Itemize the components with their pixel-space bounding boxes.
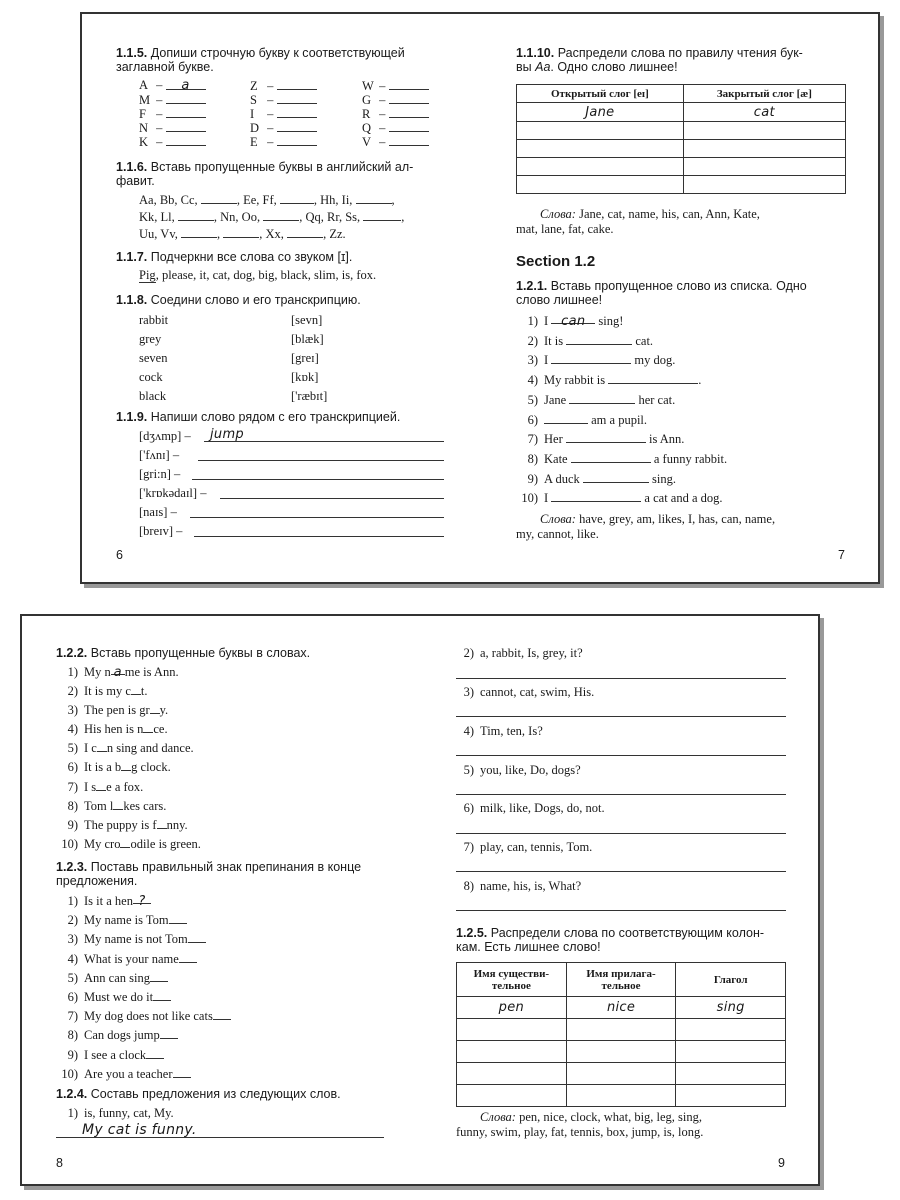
answer-blank[interactable] — [389, 106, 429, 118]
header-open-syllable: Открытый слог [eɪ] — [517, 85, 684, 103]
word-bank-1-1-10: Слова: Jane, cat, name, his, can, Ann, Kate, mat, lane, fat, cake. — [516, 207, 760, 236]
answer-blank[interactable] — [566, 333, 632, 345]
exercise-number: 1.2.1. — [516, 279, 548, 293]
sentence-item: 1) is, funny, cat, My. — [67, 1106, 174, 1120]
letter-row: D – — [250, 120, 317, 134]
letter-row: Q – — [362, 120, 429, 134]
answer-blank[interactable] — [166, 78, 206, 93]
fill-item: 4) What is your name — [58, 950, 231, 969]
alphabet-row-1: Aa, Bb, Cc, , Ee, Ff, , Hh, Ii, , — [139, 193, 395, 207]
letter-row: R – — [362, 106, 429, 120]
exercise-1-1-10-heading: 1.1.10. Распредели слова по правилу чтения бук- вы Aa. Одно слово лишнее! — [516, 46, 803, 74]
exercise-instruction: Соедини слово и его транскрипцию. — [150, 293, 361, 307]
write-line[interactable] — [456, 910, 786, 911]
letter-row: Z – — [250, 78, 317, 92]
fill-item: 1) I can sing! — [527, 314, 624, 329]
header-adjective: Имя прилага- тельное — [566, 963, 676, 997]
sentence-item: 2) a, rabbit, Is, grey, it? — [463, 646, 583, 660]
letter-blank[interactable] — [181, 226, 217, 238]
letter-blank[interactable] — [121, 759, 131, 771]
match-transcriptions-column — [291, 311, 327, 406]
letter-row: F – — [139, 106, 206, 120]
page-number: 8 — [56, 1156, 63, 1170]
syllable-table — [516, 84, 846, 194]
write-line[interactable] — [456, 716, 786, 717]
table-cell[interactable]: pen — [457, 997, 567, 1019]
sentence-item: 4) Tim, ten, Is? — [463, 724, 543, 738]
letter-blank[interactable] — [356, 192, 392, 204]
handwritten-answer: My cat is funny. — [82, 1122, 197, 1138]
letters-col-3 — [362, 78, 429, 148]
fill-item: 3) The pen is gr y. — [67, 703, 169, 718]
table-cell[interactable] — [566, 1041, 676, 1063]
table-cell[interactable] — [566, 1063, 676, 1085]
fill-item: 8) Can dogs jump — [58, 1026, 231, 1045]
write-line[interactable] — [190, 517, 444, 518]
exercise-number: 1.1.9. — [116, 410, 148, 424]
letter-blank[interactable] — [157, 817, 167, 829]
fill-item: 10) Are you a teacher — [58, 1065, 231, 1084]
punctuation-blank[interactable] — [150, 970, 168, 982]
match-word[interactable]: seven — [139, 351, 168, 365]
header-verb: Глагол — [676, 963, 786, 997]
letter-blank[interactable] — [223, 226, 259, 238]
fill-item: 4) My rabbit is . — [527, 373, 702, 388]
table-cell[interactable] — [457, 1019, 567, 1041]
letter-blank[interactable] — [131, 683, 141, 695]
exercise-instruction: Составь предложения из следующих слов. — [90, 1087, 341, 1101]
alphabet-row-3: Uu, Vv, , , Xx, , Zz. — [139, 227, 346, 241]
word-class-table — [456, 962, 786, 1107]
write-line[interactable] — [194, 536, 444, 537]
fill-item: 1) Is it a hen ? — [58, 892, 231, 911]
fill-item: 5) Jane her cat. — [527, 392, 676, 407]
answer-blank[interactable] — [583, 471, 649, 483]
table-cell[interactable] — [517, 140, 684, 158]
table-cell[interactable] — [457, 1063, 567, 1085]
exercise-number: 1.2.5. — [456, 926, 488, 940]
word-bank-1-2-1: Слова: have, grey, am, likes, I, has, can, name, my, cannot, like. — [516, 512, 776, 541]
exercise-1-1-5-heading — [116, 46, 456, 74]
answer-blank[interactable] — [389, 92, 429, 104]
transcription-item: ['fʌnɪ] – — [139, 448, 180, 462]
exercise-1-1-8-heading — [116, 293, 361, 307]
header-noun: Имя существи- тельное — [457, 963, 567, 997]
match-transcription[interactable]: [blæk] — [291, 332, 324, 346]
answer-blank[interactable] — [166, 92, 206, 104]
answer-blank[interactable] — [277, 134, 317, 146]
match-word[interactable]: grey — [139, 332, 162, 346]
transcription-item: [breɪv] – — [139, 524, 183, 538]
answer-blank[interactable] — [551, 352, 631, 364]
answer-blank[interactable] — [277, 92, 317, 104]
letter-blank[interactable] — [113, 798, 123, 810]
transcription-item: [gri:n] – — [139, 467, 181, 481]
letter-row: N – — [139, 120, 206, 134]
fill-item: 8) Kate a funny rabbit. — [527, 451, 728, 466]
answer-blank[interactable] — [166, 120, 206, 132]
punctuation-blank[interactable] — [173, 1066, 191, 1078]
table-cell[interactable] — [517, 122, 684, 140]
fill-item: 9) A duck sing. — [527, 471, 676, 486]
write-line[interactable] — [220, 498, 444, 499]
table-cell[interactable] — [517, 176, 684, 194]
letter-blank[interactable] — [287, 226, 323, 238]
exercise-instruction-cont: заглавной букве. — [116, 60, 214, 74]
exercise-1-2-3-heading — [56, 860, 396, 888]
answer-blank[interactable] — [571, 451, 651, 463]
exercise-instruction: Подчеркни все слова со звуком [ɪ]. — [150, 250, 353, 264]
handwritten-answer: a — [113, 665, 122, 680]
answer-blank[interactable] — [551, 490, 641, 502]
table-cell[interactable] — [566, 1085, 676, 1107]
letter-row: A – a — [139, 78, 206, 92]
fill-item: 2) It is my c t. — [67, 684, 148, 699]
answer-blank[interactable] — [389, 134, 429, 146]
answer-blank[interactable] — [277, 78, 317, 90]
exercise-instruction-cont: предложения. — [56, 874, 138, 888]
write-line[interactable] — [192, 479, 444, 480]
exercise-instruction: Вставь пропущенные буквы в словах. — [90, 646, 311, 660]
answer-blank[interactable] — [608, 372, 698, 384]
sentence-item: 6) milk, like, Dogs, do, not. — [463, 801, 605, 815]
exercise-instruction: Допиши строчную букву к соответствующей — [150, 46, 405, 60]
fill-item: 2) My name is Tom — [58, 911, 231, 930]
table-cell[interactable] — [517, 158, 684, 176]
letter-row: G – — [362, 92, 429, 106]
letter-row: I – — [250, 106, 317, 120]
answer-blank[interactable] — [277, 120, 317, 132]
fill-item: 5) Ann can sing — [58, 969, 231, 988]
transcription-item: [dʒʌmp] – — [139, 429, 191, 443]
answer-blank[interactable] — [389, 78, 429, 90]
sentence-item: 3) cannot, cat, swim, His. — [463, 685, 595, 699]
exercise-number: 1.2.4. — [56, 1087, 88, 1101]
fill-word-list — [520, 312, 727, 509]
match-word[interactable]: cock — [139, 370, 163, 384]
match-transcription[interactable]: [sevn] — [291, 313, 323, 327]
letter-blank[interactable] — [96, 779, 106, 791]
exercise-1-1-7-heading — [116, 250, 352, 264]
table-cell[interactable] — [457, 1041, 567, 1063]
letter-row: V – — [362, 134, 429, 148]
exercise-instruction: Поставь правильный знак препинания в конце — [90, 860, 362, 874]
table-cell[interactable]: sing — [676, 997, 786, 1019]
letters-col-1 — [139, 78, 206, 148]
sentence-item: 8) name, his, is, What? — [463, 879, 582, 893]
exercise-number: 1.1.10. — [516, 46, 555, 60]
table-cell[interactable] — [683, 140, 845, 158]
letter-row: W – — [362, 78, 429, 92]
letter-row: M – — [139, 92, 206, 106]
fill-item: 6) am a pupil. — [527, 412, 648, 427]
exercise-number: 1.2.3. — [56, 860, 88, 874]
fill-item: 4) His hen is n ce. — [67, 722, 168, 737]
letter-blank[interactable] — [150, 702, 160, 714]
table-cell[interactable] — [457, 1085, 567, 1107]
write-line[interactable] — [456, 794, 786, 795]
punctuation-blank[interactable] — [169, 912, 187, 924]
handwritten-answer: ? — [138, 894, 146, 909]
write-line[interactable] — [198, 460, 444, 461]
exercise-instruction: Распредели слова по соответствующим колон- — [490, 926, 765, 940]
fill-item: 6) It is a b g clock. — [67, 760, 171, 775]
table-cell[interactable] — [683, 122, 845, 140]
table-cell[interactable] — [676, 1041, 786, 1063]
punctuation-blank[interactable] — [188, 931, 206, 943]
letter-row: S – — [250, 92, 317, 106]
letter-blank[interactable] — [143, 721, 153, 733]
section-title: Section 1.2 — [516, 253, 596, 270]
table-cell[interactable]: nice — [566, 997, 676, 1019]
exercise-number: 1.1.8. — [116, 293, 148, 307]
transcription-item: ['krɒkədaɪl] – — [139, 486, 207, 500]
write-line[interactable] — [456, 833, 786, 834]
answer-blank[interactable] — [551, 312, 595, 329]
letter-blank[interactable] — [97, 740, 107, 752]
fill-item: 3) My name is not Tom — [58, 930, 231, 949]
handwritten-answer: jump — [210, 427, 244, 442]
fill-item: 8) Tom l kes cars. — [67, 798, 167, 813]
match-transcription[interactable]: [kɒk] — [291, 370, 319, 384]
table-cell[interactable]: Jane — [517, 103, 684, 122]
answer-blank[interactable] — [166, 134, 206, 146]
exercise-1-2-1-heading — [516, 279, 856, 307]
punctuation-list — [58, 892, 231, 1084]
punctuation-blank[interactable] — [179, 951, 197, 963]
transcription-item: [naɪs] – — [139, 505, 177, 519]
sound-words-line — [139, 268, 376, 283]
exercise-number: 1.1.5. — [116, 46, 148, 60]
punctuation-blank[interactable] — [160, 1027, 178, 1039]
answer-blank[interactable] — [566, 431, 646, 443]
table-cell[interactable] — [676, 1063, 786, 1085]
exercise-instruction-cont: слово лишнее! — [516, 293, 603, 307]
match-words-column — [139, 311, 168, 406]
answer-blank[interactable] — [166, 106, 206, 118]
table-cell[interactable] — [676, 1085, 786, 1107]
sentence-item: 5) you, like, Do, dogs? — [463, 763, 581, 777]
word-list: , please, it, cat, dog, big, black, slim, is, fox. — [155, 268, 377, 282]
fill-item: 1) My n a me is Ann. — [67, 665, 179, 680]
fill-item: 5) I c n sing and dance. — [67, 741, 194, 756]
alphabet-rows — [139, 192, 404, 243]
letter-blank[interactable] — [178, 209, 214, 221]
match-transcription[interactable]: [greɪ] — [291, 351, 319, 365]
fill-item: 9) I see a clock — [58, 1046, 231, 1065]
exercise-instruction: Вставь пропущенные буквы в английский ал- — [150, 160, 414, 174]
exercise-instruction: Распредели слова по правилу чтения бук- — [557, 46, 803, 60]
exercise-1-2-5-heading — [456, 926, 796, 954]
exercise-instruction: Напиши слово рядом с его транскрипцией. — [150, 410, 401, 424]
exercise-number: 1.1.7. — [116, 250, 148, 264]
punctuation-blank[interactable] — [133, 892, 151, 909]
exercise-instruction-cont: кам. Есть лишнее слово! — [456, 940, 601, 954]
letter-row: E – — [250, 134, 317, 148]
exercise-number: 1.1.6. — [116, 160, 148, 174]
spread-pages-8-9 — [20, 614, 820, 1186]
match-word[interactable]: rabbit — [139, 313, 169, 327]
letter-row: K – — [139, 134, 206, 148]
letters-col-2 — [250, 78, 317, 148]
handwritten-answer: can — [561, 314, 586, 329]
spread-pages-6-7 — [80, 12, 880, 584]
answer-blank[interactable] — [389, 120, 429, 132]
write-line[interactable] — [456, 678, 786, 679]
letter-blank[interactable] — [263, 209, 299, 221]
page-number: 9 — [778, 1156, 785, 1170]
exercise-instruction-cont: фавит. — [116, 174, 155, 188]
letter-blank[interactable] — [280, 192, 314, 204]
punctuation-blank[interactable] — [146, 1047, 164, 1059]
page-number: 6 — [116, 548, 123, 562]
fill-item: 7) Her is Ann. — [527, 432, 685, 447]
header-closed-syllable: Закрытый слог [æ] — [683, 85, 845, 103]
fill-item: 10) I a cat and a dog. — [521, 491, 723, 506]
table-cell[interactable] — [566, 1019, 676, 1041]
exercise-1-2-4-heading — [56, 1087, 341, 1101]
page-number: 7 — [838, 548, 845, 562]
fill-item: 7) My dog does not like cats — [58, 1007, 231, 1026]
exercise-1-1-6-heading — [116, 160, 456, 188]
answer-blank[interactable] — [544, 412, 588, 424]
letter-blank[interactable] — [201, 192, 237, 204]
table-cell[interactable] — [683, 158, 845, 176]
answer-blank[interactable] — [569, 392, 635, 404]
fill-item: 6) Must we do it — [58, 988, 231, 1007]
letter-blank[interactable] — [120, 836, 130, 848]
punctuation-blank[interactable] — [213, 1008, 231, 1020]
letter-blank[interactable] — [363, 209, 401, 221]
missing-letters-list — [58, 663, 201, 854]
match-word[interactable]: black — [139, 389, 167, 403]
fill-item: 10) My cro odile is green. — [61, 836, 201, 851]
fill-item: 9) The puppy is f nny. — [67, 817, 188, 832]
exercise-number: 1.2.2. — [56, 646, 88, 660]
write-line[interactable] — [456, 871, 786, 872]
punctuation-blank[interactable] — [153, 989, 171, 1001]
letter-blank[interactable] — [111, 663, 125, 680]
table-cell[interactable] — [676, 1019, 786, 1041]
handwritten-answer: a — [181, 78, 190, 93]
table-cell[interactable] — [683, 176, 845, 194]
fill-item: 7) I s e a fox. — [67, 779, 144, 794]
alphabet-row-2: Kk, Ll, , Nn, Oo, , Qq, Rr, Ss, , — [139, 210, 405, 224]
word-bank-1-2-5: Слова: pen, nice, clock, what, big, leg, sing, funny, swim, play, fat, tennis, box, jump, is, long. — [456, 1110, 704, 1139]
exercise-1-2-2-heading — [56, 646, 310, 660]
exercise-instruction: Вставь пропущенное слово из списка. Одно — [550, 279, 807, 293]
sentence-item: 7) play, can, tennis, Tom. — [463, 840, 593, 854]
fill-item: 3) I my dog. — [527, 353, 676, 368]
fill-item: 2) It is cat. — [527, 333, 654, 348]
underlined-word[interactable]: Pig — [139, 268, 156, 282]
exercise-1-1-9-heading — [116, 410, 400, 424]
answer-blank[interactable] — [277, 106, 317, 118]
match-transcription[interactable]: ['ræbɪt] — [291, 389, 328, 403]
write-line[interactable] — [456, 755, 786, 756]
table-cell[interactable]: cat — [683, 103, 845, 122]
